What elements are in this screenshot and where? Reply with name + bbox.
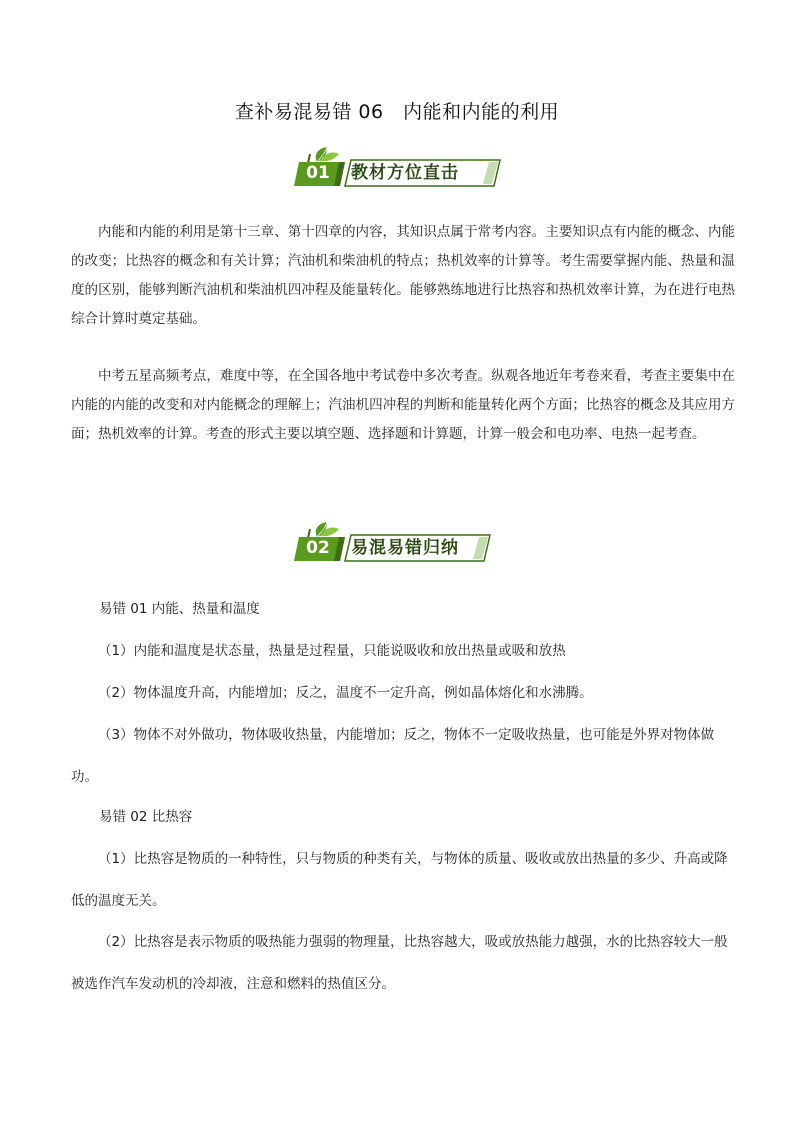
section-badge-02	[293, 521, 493, 561]
error-01-item-1: （1）内能和温度是状态量，热量是过程量，只能说吸收和放出热量或吸和放热	[98, 643, 566, 659]
section-badge-01	[293, 146, 503, 186]
error-01-item-3: （3）物体不对外做功，物体吸收热量，内能增加；反之，物体不一定吸收热量，也可能是外界对物体做功。	[71, 727, 715, 785]
section-label: 易混易错归纳	[351, 538, 459, 558]
page-title: 查补易混易错 06 内能和内能的利用	[234, 101, 560, 123]
error-01-title: 易错 01 内能、热量和温度	[99, 601, 260, 617]
intro-paragraph-1: 内能和内能的利用是第十三章、第十四章的内容，其知识点属于常考内容。主要知识点有内能的概念、内能的改变；比热容的概念和有关计算；汽油机和柴油机的特点；热机效率的计算等。考生需要掌握内能、热量和温度的区别，能够判断汽油机和柴油机四冲程及能量转化。能够熟练地进行比热容和热机效率计算，为在进行电热综合计算时奠定基础。	[71, 224, 735, 327]
error-02-item-2: （2）比热容是表示物质的吸热能力强弱的物理量，比热容越大，吸或放热能力越强，水的比热容较大一般被选作汽车发动机的冷却液，注意和燃料的热值区分。	[71, 934, 728, 992]
intro-paragraph-2: 中考五星高频考点，难度中等，在全国各地中考试卷中多次考查。纵观各地近年考卷来看，考查主要集中在内能的内能的改变和对内能概念的理解上；汽油机四冲程的判断和能量转化两个方面；比热容的概念及其应用方面；热机效率的计算。考查的形式主要以填空题、选择题和计算题，计算一般会和电功率、电热一起考查。	[71, 368, 735, 442]
error-01-item-2: （2）物体温度升高，内能增加；反之，温度不一定升高，例如晶体熔化和水沸腾。	[98, 685, 593, 701]
error-02-title: 易错 02 比热容	[99, 809, 193, 825]
section-label: 教材方位直击	[351, 163, 459, 183]
leaf-icon	[316, 522, 339, 537]
section-number: 01	[306, 163, 330, 183]
leaf-icon	[316, 147, 339, 162]
error-02-item-1: （1）比热容是物质的一种特性，只与物质的种类有关，与物体的质量、吸收或放出热量的多少、升高或降低的温度无关。	[71, 851, 728, 909]
section-number: 02	[306, 538, 330, 558]
